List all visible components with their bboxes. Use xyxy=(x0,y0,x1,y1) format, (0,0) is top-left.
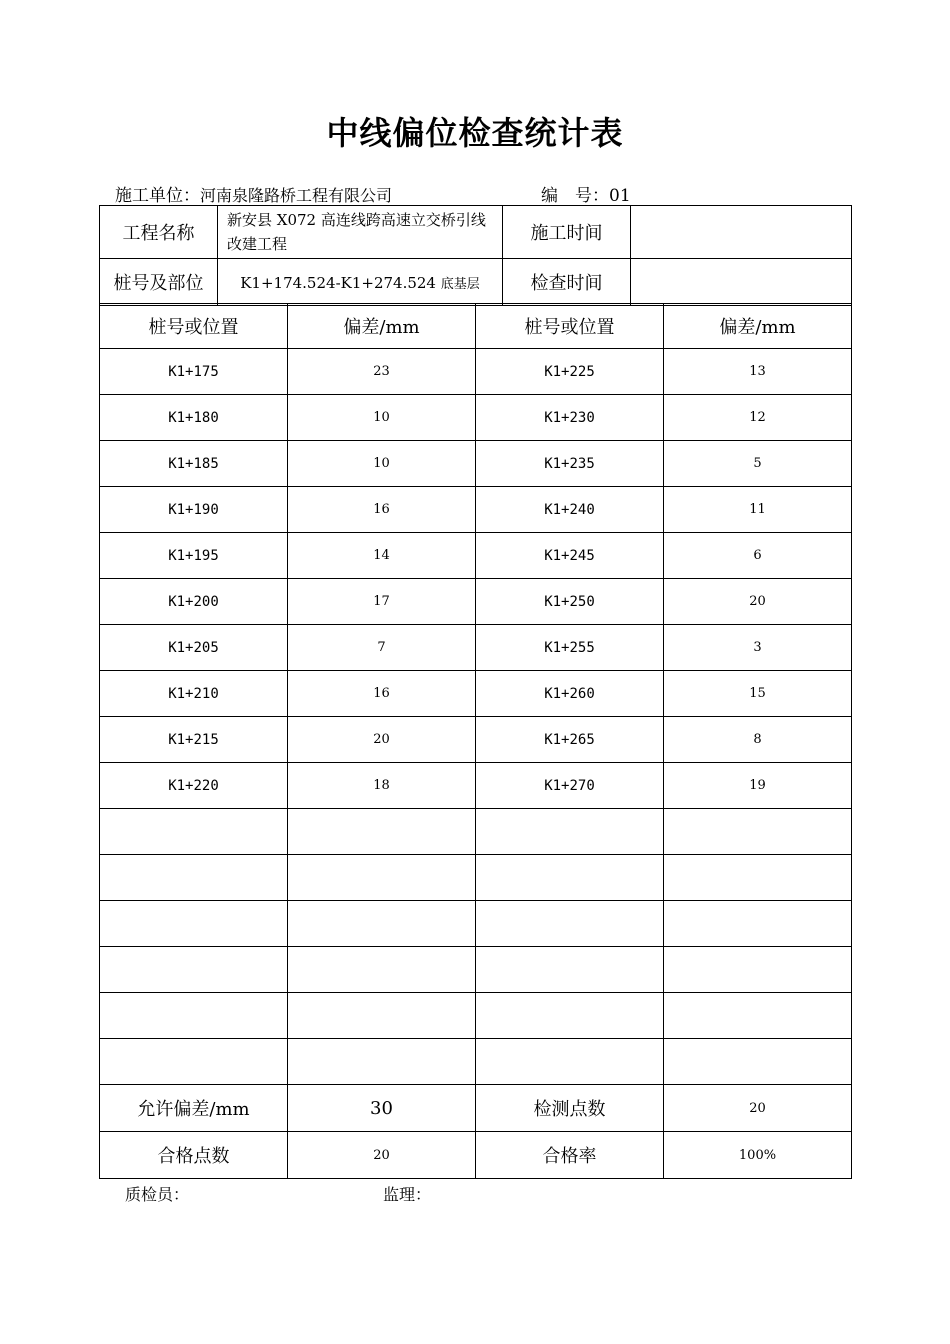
station-cell xyxy=(100,855,288,901)
table-row xyxy=(100,395,852,441)
table-row xyxy=(100,1039,852,1085)
deviation-cell: 20 xyxy=(664,579,852,625)
column-header: 桩号或位置 xyxy=(100,304,288,349)
station-cell: K1+260 xyxy=(476,671,664,717)
deviation-table-header xyxy=(100,304,852,349)
table-row xyxy=(100,625,852,671)
deviation-cell xyxy=(664,1039,852,1085)
station-cell xyxy=(100,947,288,993)
allowed-deviation-label: 允许偏差/mm xyxy=(100,1085,288,1132)
qualified-points-label: 合格点数 xyxy=(100,1132,288,1179)
project-name-value: 新安县 X072 高连线跨高速立交桥引线改建工程 xyxy=(218,206,503,259)
deviation-cell: 15 xyxy=(664,671,852,717)
station-cell: K1+240 xyxy=(476,487,664,533)
deviation-cell xyxy=(664,809,852,855)
deviation-cell: 8 xyxy=(664,717,852,763)
construction-unit xyxy=(115,181,392,206)
station-cell: K1+265 xyxy=(476,717,664,763)
station-cell: K1+175 xyxy=(100,349,288,395)
station-cell: K1+180 xyxy=(100,395,288,441)
station-cell: K1+190 xyxy=(100,487,288,533)
column-header: 偏差/mm xyxy=(288,304,476,349)
station-cell xyxy=(476,855,664,901)
station-cell: K1+255 xyxy=(476,625,664,671)
supervisor-signature-label: 监理： xyxy=(383,1185,432,1204)
table-row xyxy=(100,763,852,809)
project-name-label: 工程名称 xyxy=(100,206,218,259)
deviation-cell: 5 xyxy=(664,441,852,487)
table-row xyxy=(100,349,852,395)
station-cell xyxy=(476,947,664,993)
deviation-cell: 12 xyxy=(664,395,852,441)
document-number-value: 01 xyxy=(609,186,631,206)
deviation-cell xyxy=(288,809,476,855)
deviation-table xyxy=(99,303,852,1179)
deviation-cell: 10 xyxy=(288,395,476,441)
deviation-cell xyxy=(664,993,852,1039)
construction-time-value xyxy=(631,206,852,259)
table-row xyxy=(100,901,852,947)
deviation-cell xyxy=(288,855,476,901)
deviation-cell: 19 xyxy=(664,763,852,809)
inspector-signature-label: 质检员： xyxy=(125,1185,190,1204)
table-row xyxy=(100,671,852,717)
deviation-cell: 16 xyxy=(288,671,476,717)
deviation-cell xyxy=(288,993,476,1039)
deviation-cell xyxy=(288,947,476,993)
station-cell: K1+230 xyxy=(476,395,664,441)
table-row xyxy=(100,487,852,533)
allowed-deviation-value: 30 xyxy=(288,1085,476,1132)
station-cell xyxy=(476,901,664,947)
construction-time-label: 施工时间 xyxy=(503,206,631,259)
column-header: 偏差/mm xyxy=(664,304,852,349)
station-layer: 底基层 xyxy=(440,276,480,292)
deviation-cell: 18 xyxy=(288,763,476,809)
measured-points-value: 20 xyxy=(664,1085,852,1132)
station-cell: K1+220 xyxy=(100,763,288,809)
table-row xyxy=(100,579,852,625)
page-title: 中线偏位检查统计表 xyxy=(326,114,624,152)
table-row xyxy=(100,717,852,763)
construction-unit-label: 施工单位： xyxy=(115,186,200,206)
deviation-cell: 23 xyxy=(288,349,476,395)
construction-unit-value: 河南泉隆路桥工程有限公司 xyxy=(200,186,393,205)
deviation-cell: 3 xyxy=(664,625,852,671)
inspection-time-label: 检查时间 xyxy=(503,259,631,306)
station-cell: K1+270 xyxy=(476,763,664,809)
deviation-cell: 13 xyxy=(664,349,852,395)
deviation-cell: 11 xyxy=(664,487,852,533)
info-row-station xyxy=(100,259,852,306)
station-cell xyxy=(100,1039,288,1085)
station-cell: K1+205 xyxy=(100,625,288,671)
deviation-cell xyxy=(664,855,852,901)
pass-rate-value: 100% xyxy=(664,1132,852,1179)
deviation-cell xyxy=(288,1039,476,1085)
document-number xyxy=(541,181,631,206)
station-cell: K1+250 xyxy=(476,579,664,625)
deviation-rows xyxy=(100,349,852,1085)
deviation-cell xyxy=(288,901,476,947)
table-row xyxy=(100,855,852,901)
station-cell: K1+210 xyxy=(100,671,288,717)
table-row xyxy=(100,993,852,1039)
table-row xyxy=(100,809,852,855)
deviation-cell xyxy=(664,901,852,947)
deviation-cell: 7 xyxy=(288,625,476,671)
deviation-cell: 10 xyxy=(288,441,476,487)
measured-points-label: 检测点数 xyxy=(476,1085,664,1132)
station-cell xyxy=(476,993,664,1039)
table-row xyxy=(100,533,852,579)
deviation-cell: 14 xyxy=(288,533,476,579)
station-section-value xyxy=(218,259,503,306)
inspection-time-value xyxy=(631,259,852,306)
station-cell: K1+200 xyxy=(100,579,288,625)
table-row xyxy=(100,441,852,487)
document-number-label: 编 号： xyxy=(541,186,609,206)
table-row xyxy=(100,947,852,993)
station-cell xyxy=(100,993,288,1039)
station-cell: K1+225 xyxy=(476,349,664,395)
station-cell xyxy=(100,809,288,855)
station-range: K1+174.524-K1+274.524 xyxy=(240,273,436,292)
station-cell: K1+245 xyxy=(476,533,664,579)
deviation-cell: 20 xyxy=(288,717,476,763)
deviation-cell: 16 xyxy=(288,487,476,533)
deviation-cell: 6 xyxy=(664,533,852,579)
station-cell: K1+185 xyxy=(100,441,288,487)
pass-rate-label: 合格率 xyxy=(476,1132,664,1179)
station-cell: K1+195 xyxy=(100,533,288,579)
station-cell xyxy=(476,809,664,855)
deviation-cell xyxy=(664,947,852,993)
summary-row-pass xyxy=(100,1132,852,1179)
station-cell: K1+235 xyxy=(476,441,664,487)
info-table xyxy=(99,205,852,306)
column-header: 桩号或位置 xyxy=(476,304,664,349)
info-row-project xyxy=(100,206,852,259)
qualified-points-value: 20 xyxy=(288,1132,476,1179)
deviation-cell: 17 xyxy=(288,579,476,625)
summary-row-allowed xyxy=(100,1085,852,1132)
station-section-label: 桩号及部位 xyxy=(100,259,218,306)
station-cell xyxy=(476,1039,664,1085)
station-cell: K1+215 xyxy=(100,717,288,763)
station-cell xyxy=(100,901,288,947)
